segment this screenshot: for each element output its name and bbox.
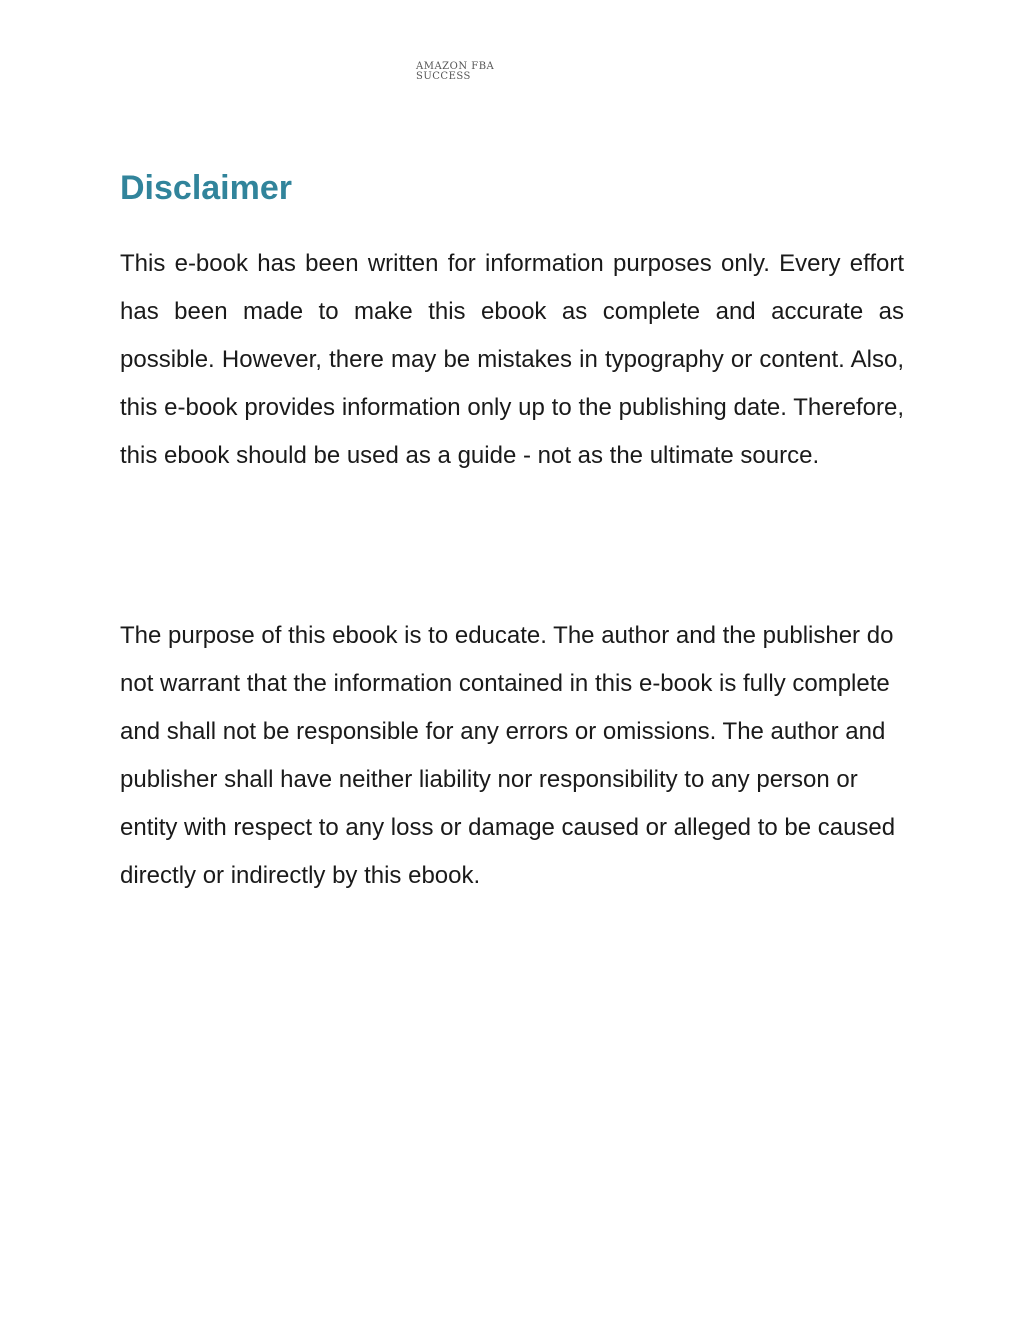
running-header-line-2: SUCCESS [416, 71, 471, 82]
running-header [416, 62, 494, 82]
disclaimer-paragraph-2: The purpose of this ebook is to educate. The author and the publisher do not warrant that the information contained in this e-book is fully complete and shall not be responsible for any errors or omissions. The author and publisher shall have neither liability nor responsibility to any person or entity with respect to any loss or damage caused or alleged to be caused directly or indirectly by this ebook. [120, 622, 896, 889]
running-header-line-1: AMAZON FBA [416, 61, 495, 72]
page-title: Disclaimer [120, 169, 292, 207]
disclaimer-paragraph-1: This e-book has been written for information purposes only. Every effort has been made to make this ebook as complete and accurate as possible. However, there may be mistakes in typography or content. Also, this e-book provides information only up to the publishing date. Therefore, this ebook should be used as a guide - not as the ultimate source. [120, 250, 904, 469]
